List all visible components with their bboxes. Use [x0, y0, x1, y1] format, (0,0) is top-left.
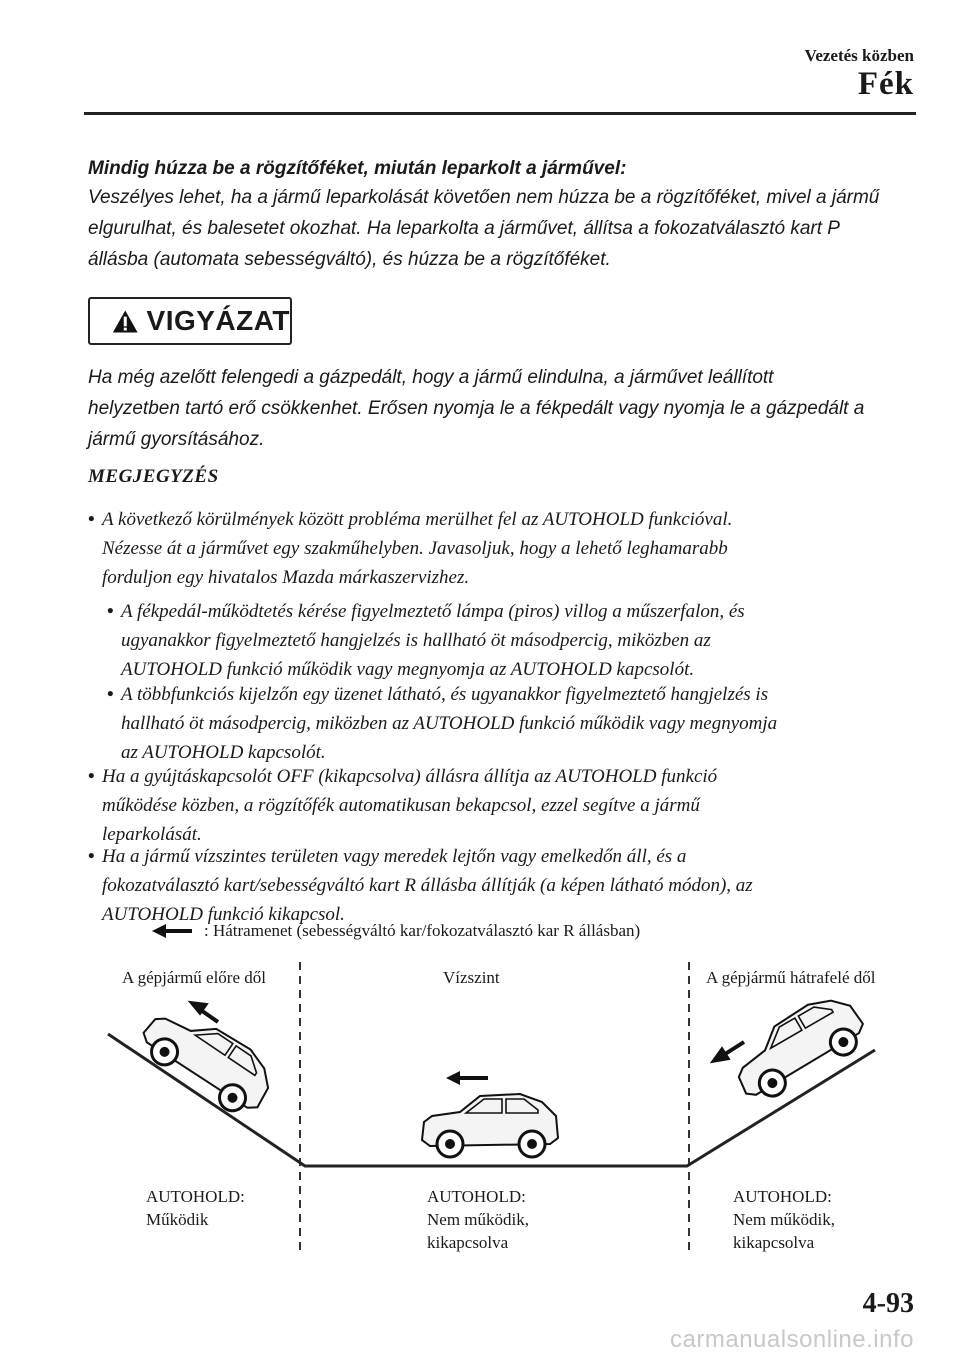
bullet-line: fokozatválasztó kart/sebességváltó kart R állásba állítják (a képen látható módon), az — [102, 875, 753, 896]
status-line: Működik — [146, 1210, 209, 1229]
bullet-mark: • — [88, 846, 95, 867]
diagram-legend: : Hátramenet (sebességváltó kar/fokozatválasztó kar R állásban) — [204, 921, 641, 940]
bullet-mark: • — [107, 601, 114, 622]
warning-triangle-icon — [112, 308, 139, 335]
note-bullet-1 — [88, 505, 922, 592]
status-line: AUTOHOLD: — [733, 1187, 832, 1206]
warning-line: elgurulhat, és balesetet okozhat. Ha leparkolta a járművet, állítsa a fokozatválasztó kart P — [88, 218, 840, 239]
bullet-line: az AUTOHOLD kapcsolót. — [121, 742, 326, 763]
reverse-arrow-icon — [150, 922, 194, 940]
bullet-line: Nézesse át a járművet egy szakműhelyben. Javasoljuk, hogy a lehető leghamarabb — [102, 538, 728, 559]
caution-line: helyzetben tartó erő csökkenhet. Erősen nyomja le a fékpedált vagy nyomja le a gázpedált a — [88, 398, 865, 419]
bullet-mark: • — [107, 684, 114, 705]
caution-line: jármű gyorsításához. — [88, 429, 265, 450]
diagram-mid-title: Vízszint — [443, 968, 500, 987]
bullet-line: AUTOHOLD funkció működik vagy megnyomja az AUTOHOLD kapcsolót. — [121, 659, 695, 680]
bullet-mark: • — [88, 509, 95, 530]
status-line: AUTOHOLD: — [146, 1187, 245, 1206]
caution-header — [88, 297, 292, 345]
bullet-line: hallható öt másodpercig, miközben az AUTOHOLD funkció működik vagy megnyomja — [121, 713, 778, 734]
caution-text — [88, 362, 928, 455]
caution-line: Ha még azelőtt felengedi a gázpedált, hogy a jármű elindulna, a járművet leállított — [88, 367, 774, 388]
diagram-right-status — [733, 1185, 835, 1254]
status-line: kikapcsolva — [427, 1233, 509, 1252]
bullet-line: A következő körülmények között probléma merülhet fel az AUTOHOLD funkcióval. — [102, 509, 733, 530]
note-subbullet-1 — [107, 597, 921, 684]
bullet-line: AUTOHOLD funkció kikapcsol. — [102, 904, 345, 925]
chapter-title: Fék — [857, 66, 914, 102]
bullet-line: leparkolását. — [102, 824, 202, 845]
car-tilted-backward-icon — [723, 986, 872, 1109]
status-line: Nem működik, — [733, 1210, 835, 1229]
bullet-line: Ha a jármű vízszintes területen vagy meredek lejtőn vagy emelkedőn áll, és a — [102, 846, 687, 867]
note-bullet-3 — [88, 842, 922, 929]
warning-line: Veszélyes lehet, ha a jármű leparkolását követően nem húzza be a rögzítőféket, mivel a jármű — [88, 187, 880, 208]
status-line: kikapcsolva — [733, 1233, 815, 1252]
status-line: AUTOHOLD: — [427, 1187, 526, 1206]
diagram-left-status — [146, 1185, 245, 1231]
bullet-line: forduljon egy hivatalos Mazda márkaszervizhez. — [102, 567, 470, 588]
warning-line: állásba (automata sebességváltó), és húzza be a rögzítőféket. — [88, 249, 611, 270]
section-title: Vezetés közben — [804, 46, 914, 65]
diagram-left-title: A gépjármű előre dől — [122, 968, 266, 987]
footer-watermark: carmanualsonline.info — [670, 1326, 914, 1353]
bullet-line: működése közben, a rögzítőfék automatikusan bekapcsol, ezzel segítve a jármű — [102, 795, 700, 816]
note-subbullet-2 — [107, 680, 921, 767]
header-divider — [84, 112, 916, 115]
diagram-mid-status — [427, 1185, 529, 1254]
bullet-line: A többfunkciós kijelzőn egy üzenet látható, és ugyanakkor figyelmeztető hangjelzés is — [121, 684, 769, 705]
diagram-right-title: A gépjármű hátrafelé dől — [706, 968, 876, 987]
car-level-icon — [422, 1094, 558, 1157]
warning-text — [88, 182, 928, 275]
page-number: 4-93 — [862, 1288, 914, 1319]
bullet-line: Ha a gyújtáskapcsolót OFF (kikapcsolva) állásra állítja az AUTOHOLD funkció — [102, 766, 718, 787]
status-line: Nem működik, — [427, 1210, 529, 1229]
note-bullet-2 — [88, 762, 922, 849]
bullet-line: ugyanakkor figyelmeztető hangjelzés is hallható öt másodpercig, miközben az — [121, 630, 711, 651]
bullet-mark: • — [88, 766, 95, 787]
warning-title: Mindig húzza be a rögzítőféket, miután leparkolt a járművel: — [88, 158, 627, 179]
caution-label: VIGYÁZAT — [146, 305, 290, 336]
bullet-line: A fékpedál-működtetés kérése figyelmeztető lámpa (piros) villog a műszerfalon, és — [121, 601, 745, 622]
note-title: MEGJEGYZÉS — [88, 466, 219, 487]
